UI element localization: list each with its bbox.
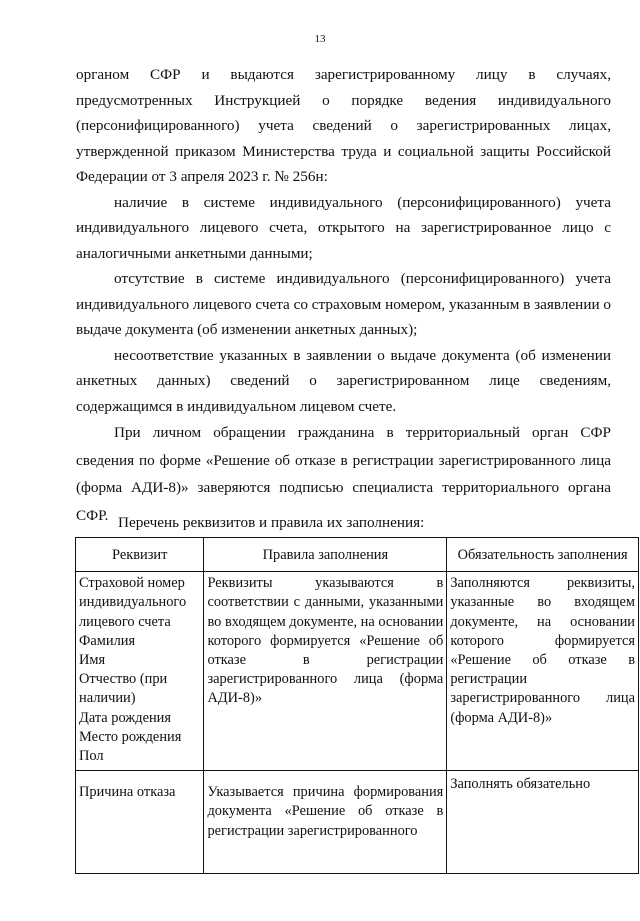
field-item: Страховой номер индивидуального лицевого счета <box>79 575 187 630</box>
paragraph-personal-appeal: При личном обращении гражданина в территориальный орган СФР сведения по форме «Решение об отказе в регистрации зарегистрированного лица (форма АДИ-8)» заверяются подписью специалиста территориального органа СФР. <box>76 424 611 524</box>
required-cell <box>447 771 639 874</box>
table-header-row <box>76 538 639 572</box>
rule-cell <box>204 771 447 874</box>
field-list <box>79 572 200 766</box>
rule-text: Указывается причина формирования документа «Решение об отказе в регистрации зарегистрированного <box>207 784 444 839</box>
rule-text: Реквизиты указываются в соответствии с данными, указанными во входящем документе, на основании которого формируется «Решение об отказе в регистрации зарегистрированного лица (форма АДИ-8)» <box>207 575 444 707</box>
paragraph-case-3: несоответствие указанных в заявлении о выдаче документа (об изменении анкетных данных) сведений о зарегистрированном лице сведениям, содержащимся в индивидуальном лицевом счете. <box>76 346 611 415</box>
field-item: Дата рождения <box>79 709 171 726</box>
header-rules: Правила заполнения <box>204 538 447 572</box>
paragraph-case-1: наличие в системе индивидуального (персонифицированного) учета индивидуального лицевого счета, открытого на зарегистрированное лицо с аналогичными анкетными данными; <box>76 193 611 262</box>
field-item: Фамилия <box>79 632 136 649</box>
rule-cell <box>204 572 447 771</box>
field-item: Место рождения <box>79 728 182 745</box>
required-text: Заполняются реквизиты, указанные во входящем документе, на основании которого формируется «Решение об отказе в регистрации зарегистрированного лица (форма АДИ-8)» <box>450 575 635 726</box>
paragraph-intro: органом СФР и выдаются зарегистрированному лицу в случаях, предусмотренных Инструкцией о порядке ведения индивидуального (персонифицированного) учета сведений о зарегистрированных лицах, утвержденной приказом Министерства труда и социальной защиты Российской Федерации от 3 апреля 2023 г. № 256н: <box>76 66 611 185</box>
body-text <box>76 62 611 529</box>
field-item: Имя <box>79 652 106 669</box>
header-requisite: Реквизит <box>76 538 204 572</box>
field-item: Пол <box>79 748 104 765</box>
requisite-cell <box>76 771 204 874</box>
required-text: Заполнять обязательно <box>450 776 591 793</box>
header-required: Обязательность заполнения <box>447 538 639 572</box>
paragraph-case-2: отсутствие в системе индивидуального (персонифицированного) учета индивидуального лицевого счета со страховым номером, указанным в заявлении о выдаче документа (об изменении анкетных данных); <box>76 270 611 338</box>
field-item: Причина отказа <box>79 784 176 801</box>
requisite-cell <box>76 572 204 771</box>
requisites-table <box>75 537 639 874</box>
page-number: 13 <box>314 33 326 45</box>
required-cell <box>447 572 639 771</box>
table-caption: Перечень реквизитов и правила их заполнения: <box>118 514 425 531</box>
table-row <box>76 572 639 771</box>
table-row <box>76 771 639 874</box>
field-item: Отчество (при наличии) <box>79 671 168 707</box>
